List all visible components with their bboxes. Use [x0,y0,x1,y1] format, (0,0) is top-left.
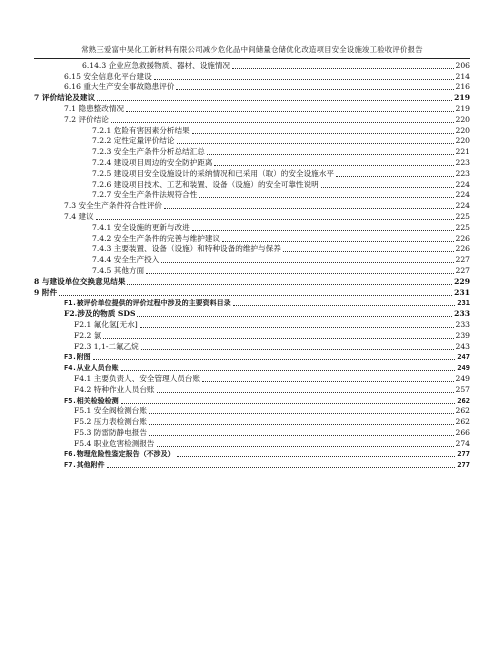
toc-entry-title: F4.2 特种作业人员台账 [74,384,155,394]
toc-entry-page: 223 [455,157,470,167]
dot-leader [207,154,454,155]
toc-entry-title: F4.从业人员台账 [64,364,119,373]
dot-leader [146,273,453,274]
toc-entry-page: 221 [455,147,470,157]
toc-entry-title: 7.2.4 建设项目周边的安全防护距离 [92,157,213,167]
toc-entry-title: F2.3 1,1-二氟乙烷 [74,341,139,351]
toc-entry[interactable] [34,459,470,470]
dot-leader [336,176,454,177]
toc-entry[interactable] [34,287,470,298]
toc-entry[interactable] [34,416,470,427]
toc-entry[interactable] [34,427,470,438]
toc-entry-page: 257 [455,384,470,394]
toc-entry[interactable] [34,211,470,222]
toc-entry-title: 8 与建设单位交换意见结果 [34,276,126,286]
toc-entry[interactable] [34,373,470,384]
toc-entry[interactable] [34,168,470,179]
toc-entry[interactable] [34,298,470,309]
dot-leader [192,230,454,231]
toc-entry-title: F5.2 压力表检测台账 [74,417,147,427]
toc-entry[interactable] [34,265,470,276]
dot-leader [199,197,453,198]
toc-entry[interactable] [34,136,470,147]
toc-entry-page: 231 [454,287,470,297]
toc-entry-page: 219 [455,103,470,113]
dot-leader [107,467,456,468]
toc-entry-page: 239 [455,330,470,340]
toc-entry-page: 226 [455,244,470,254]
toc-entry-page: 266 [455,427,470,437]
toc-entry-page: 223 [455,168,470,178]
toc-entry[interactable] [34,438,470,449]
dot-leader [164,208,453,209]
toc-entry[interactable] [34,254,470,265]
dot-leader [137,316,452,317]
toc-entry-title: F5.4 职业危害检测报告 [74,438,155,448]
toc-entry-title: F5.相关检验检测 [64,396,119,405]
toc-entry-title: 6.14.3 企业应急救援物质、器材、设施情况 [82,60,231,70]
toc-entry-page: 225 [455,222,470,232]
dot-leader [126,111,453,112]
dot-leader [157,392,454,393]
toc-entry[interactable] [34,71,470,82]
toc-entry[interactable] [34,157,470,168]
toc-entry-page: 262 [455,406,470,416]
toc-entry-title: F2.涉及的物质 SDS [64,309,136,319]
toc-entry-page: 249 [457,364,470,373]
toc-entry[interactable] [34,308,470,319]
dot-leader [283,251,454,252]
toc-entry[interactable] [34,233,470,244]
toc-entry-title: 7.3 安全生产条件符合性评价 [64,201,163,211]
dot-leader [232,68,453,69]
toc-entry-page: 231 [457,299,470,308]
toc-entry-title: 7.4.3 主要装置、设备（设施）和特种设备的维护与保养 [92,244,281,254]
toc-entry-page: 247 [457,353,470,362]
dot-leader [93,359,456,360]
toc-entry-page: 227 [455,265,470,275]
toc-entry[interactable] [34,222,470,233]
toc-entry[interactable] [34,92,470,103]
toc-entry[interactable] [34,200,470,211]
toc-entry-title: 7.4.1 安全设施的更新与改进 [92,222,190,232]
toc-entry[interactable] [34,114,470,125]
toc-entry[interactable] [34,352,470,363]
toc-entry-title: 6.15 安全信息化平台建设 [64,71,152,81]
dot-leader [202,381,453,382]
toc-entry-title: F2.2 氯 [74,330,102,340]
toc-entry-page: 249 [455,373,470,383]
toc-entry-page: 216 [455,82,470,92]
toc-entry-title: 7.2.5 建设项目安全设施设计的采纳情况和已采用（取）的安全设施水平 [92,168,334,178]
toc-entry[interactable] [34,244,470,255]
toc-entry[interactable] [34,330,470,341]
toc-entry-page: 220 [455,125,470,135]
toc-entry-title: 7 评价结论及建议 [34,93,96,103]
dot-leader [103,338,453,339]
dot-leader [161,262,453,263]
toc-entry-page: 233 [454,309,470,319]
toc-entry-page: 262 [455,417,470,427]
dot-leader [321,187,454,188]
dot-leader [127,284,452,285]
dot-leader [141,349,454,350]
toc-entry-title: 6.16 重大生产安全事故隐患评价 [64,82,175,92]
toc-entry-title: F5.1 安全阀检测台账 [74,406,147,416]
dot-leader [121,370,456,371]
toc-entry[interactable] [34,146,470,157]
toc-entry-page: 229 [454,276,470,286]
dot-leader [121,403,456,404]
toc-entry-page: 233 [455,319,470,329]
header-rule [34,58,470,59]
toc-entry-title: 7.2.1 危险有害因素分析结果 [92,125,190,135]
toc-entry-page: 220 [455,114,470,124]
toc-entry[interactable] [34,276,470,287]
dot-leader [222,241,453,242]
dot-leader [177,456,456,457]
toc-entry-page: 277 [457,450,470,459]
dot-leader [176,89,453,90]
dot-leader [177,143,454,144]
toc-entry[interactable] [34,449,470,460]
table-of-contents [34,60,470,470]
toc-entry-page: 224 [455,190,470,200]
toc-entry-title: F3.附图 [64,353,91,362]
toc-entry-title: F7.其他附件 [64,461,105,470]
toc-entry[interactable] [34,82,470,93]
toc-entry-page: 225 [455,211,470,221]
dot-leader [154,79,454,80]
toc-entry-title: 7.1 隐患整改情况 [64,103,125,113]
running-header: 常熟三爱富中昊化工新材料有限公司减少危化品中间储量仓储优化改造项目安全设施竣工验收评价报告 [81,45,423,54]
toc-entry-title: F5.3 防雷防静电报告 [74,427,147,437]
toc-entry-title: 7.4.5 其他方面 [92,265,145,275]
toc-entry-page: 220 [455,136,470,146]
dot-leader [140,327,454,328]
dot-leader [97,100,452,101]
toc-entry-title: F6.物理危险性鉴定报告（不涉及） [64,450,175,459]
dot-leader [111,122,454,123]
toc-entry-page: 226 [455,233,470,243]
toc-entry-title: 7.4.4 安全生产投入 [92,255,160,265]
toc-entry-page: 206 [455,60,470,70]
toc-entry-title: 7.2.2 定性定量评价结论 [92,136,175,146]
toc-entry-title: 7.4 建议 [64,211,94,221]
toc-entry-page: 224 [455,179,470,189]
toc-entry[interactable] [34,190,470,201]
toc-entry-page: 277 [457,461,470,470]
toc-entry[interactable] [34,319,470,330]
dot-leader [233,305,456,306]
toc-entry[interactable] [34,341,470,352]
toc-entry-page: 274 [455,438,470,448]
toc-entry-title: 7.2.7 安全生产条件法规符合性 [92,190,198,200]
toc-entry[interactable] [34,395,470,406]
toc-entry-page: 262 [457,396,470,405]
dot-leader [149,424,454,425]
toc-entry[interactable] [34,103,470,114]
toc-entry[interactable] [34,384,470,395]
toc-entry-page: 224 [455,201,470,211]
toc-entry-title: 7.2.6 建设项目技术、工艺和装置、设备（设施）的安全可靠性说明 [92,179,319,189]
dot-leader [96,219,454,220]
toc-entry[interactable] [34,362,470,373]
toc-entry-title: 9 附件 [34,287,58,297]
toc-entry[interactable] [34,125,470,136]
toc-entry-title: F1.被评价单位提供的评价过程中涉及的主要资料目录 [64,299,231,308]
toc-entry-title: 7.4.2 安全生产条件的完善与维护建议 [92,233,221,243]
toc-entry-title: 7.2 评价结论 [64,114,109,124]
dot-leader [214,165,453,166]
toc-entry[interactable] [34,60,470,71]
toc-entry[interactable] [34,406,470,417]
toc-entry-title: 7.2.3 安全生产条件分析总结汇总 [92,147,205,157]
dot-leader [149,413,454,414]
toc-entry-page: 227 [455,255,470,265]
toc-entry[interactable] [34,179,470,190]
dot-leader [59,295,452,296]
toc-entry-page: 214 [455,71,470,81]
dot-leader [157,446,454,447]
dot-leader [149,435,454,436]
dot-leader [192,133,454,134]
toc-entry-title: F4.1 主要负责人、安全管理人员台账 [74,373,201,383]
toc-entry-title: F2.1 氟化氢[无水] [74,319,138,329]
toc-entry-page: 243 [455,341,470,351]
toc-entry-page: 219 [454,93,470,103]
